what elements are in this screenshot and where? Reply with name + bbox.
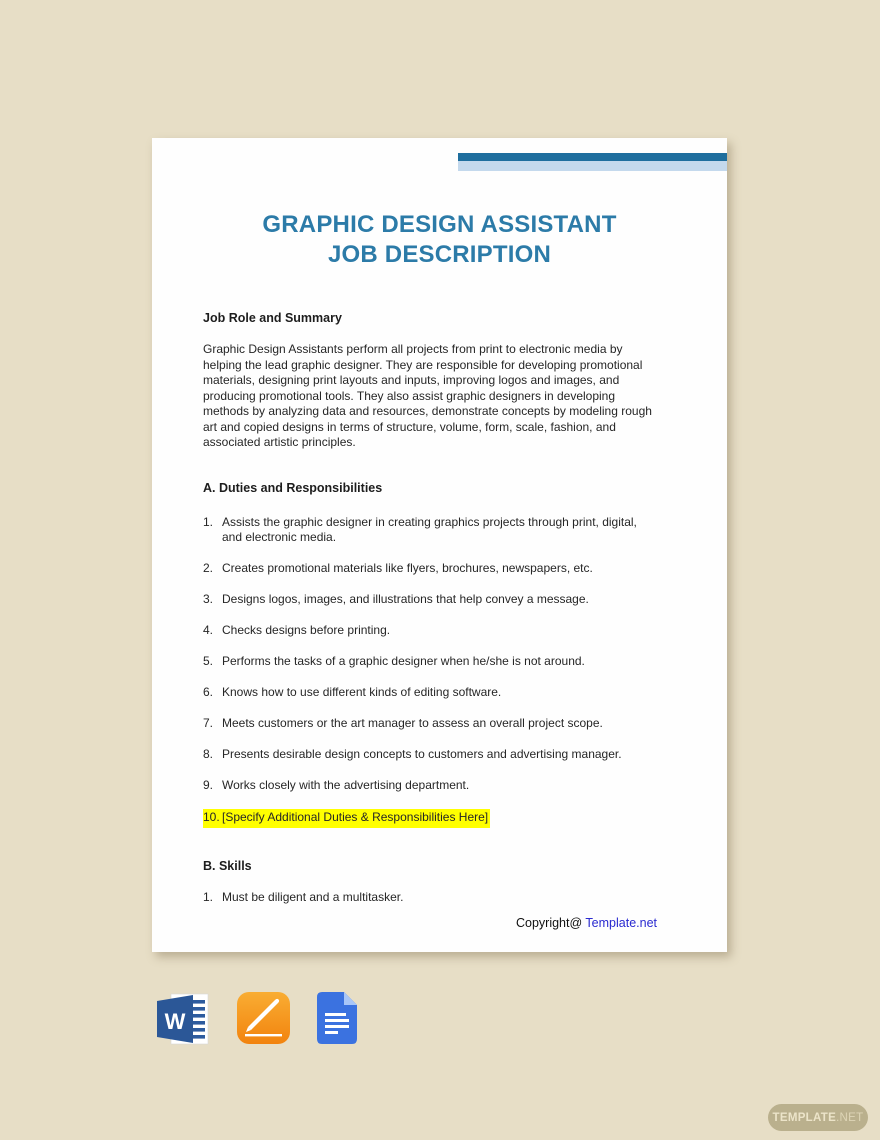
svg-text:W: W — [164, 1009, 186, 1034]
duty-item-number: 8. — [203, 747, 214, 761]
duty-item-number: 4. — [203, 623, 214, 637]
document-page — [152, 138, 727, 952]
duty-item-number: 9. — [203, 778, 214, 792]
duty-item-text: Meets customers or the art manager to assess an overall project scope. — [222, 716, 603, 730]
document-content — [203, 311, 660, 905]
document-title-line2: JOB DESCRIPTION — [327, 241, 552, 268]
header-accent-bars — [458, 153, 727, 171]
copyright-line — [516, 916, 657, 930]
duty-item — [203, 778, 660, 794]
duty-item-number: 5. — [203, 654, 214, 668]
google-docs-icon[interactable] — [315, 992, 359, 1046]
duty-item-number: 2. — [203, 561, 214, 575]
duty-item-highlighted — [203, 809, 660, 828]
copyright-link[interactable]: Template.net — [585, 916, 657, 930]
duty-item-text: Knows how to use different kinds of editing software. — [222, 685, 502, 699]
duties-heading: A. Duties and Responsibilities — [203, 480, 383, 495]
duty-item-text: Works closely with the advertising department. — [222, 778, 470, 792]
duty-item-number: 1. — [203, 514, 214, 529]
duties-list — [203, 515, 660, 794]
accent-bar-light — [458, 161, 727, 171]
word-icon-svg — [152, 992, 212, 1046]
duty-item — [203, 654, 660, 670]
copyright-prefix: Copyright@ — [515, 916, 586, 930]
duty-item-number: 7. — [203, 716, 214, 730]
summary-heading: Job Role and Summary — [203, 311, 342, 325]
highlight-span — [203, 809, 490, 828]
duty-item — [203, 685, 660, 701]
badge-label-rest: .NET — [836, 1111, 864, 1124]
skills-list — [203, 890, 660, 906]
duty-item — [203, 515, 660, 546]
duty-item-text: Presents desirable design concepts to customers and advertising manager. — [222, 747, 622, 761]
duty-item — [203, 592, 660, 608]
template-net-badge[interactable] — [768, 1104, 868, 1131]
duty-item-text: Performs the tasks of a graphic designer when he/she is not around. — [222, 654, 585, 668]
skills-heading: B. Skills — [203, 858, 252, 873]
pages-icon-svg — [237, 992, 290, 1044]
summary-paragraph: Graphic Design Assistants perform all projects from print to electronic media by helping the lead graphic designer. They are responsible for developing promotional materials, designing print layouts and inputs, improving logos and images, and producing promotional tools. They also assist graphic designers in developing methods by analyzing data and resources, demonstrate concepts by modeling rough art and copied designs in terms of structure, volume, form, scale, fashion, and associated artistic principles. — [203, 342, 652, 449]
document-title-line1: GRAPHIC DESIGN ASSISTANT — [262, 211, 617, 238]
duty-item-text: Checks designs before printing. — [222, 623, 391, 637]
duty-item-text: Creates promotional materials like flyers, brochures, newspapers, etc. — [222, 561, 593, 575]
duty-item — [203, 561, 660, 577]
microsoft-word-icon[interactable] — [152, 992, 212, 1046]
duty-item — [203, 747, 660, 763]
duty-item — [203, 623, 660, 639]
skill-item-number: 1. — [203, 889, 214, 904]
duty-item-placeholder-text: [Specify Additional Duties & Responsibilities Here] — [222, 810, 489, 824]
duty-item-text: Assists the graphic designer in creating graphics projects through print, digital, and electronic media. — [222, 514, 637, 544]
skill-item — [203, 890, 660, 906]
badge-label-bold: TEMPLATE — [772, 1111, 837, 1124]
duty-item — [203, 716, 660, 732]
accent-bar-dark — [458, 153, 727, 161]
apple-pages-icon[interactable] — [237, 992, 290, 1046]
docs-icon-svg — [315, 992, 359, 1044]
duty-item-number: 3. — [203, 592, 214, 606]
duty-item-number: 10. — [203, 810, 220, 824]
document-title — [152, 210, 727, 270]
available-format-icons — [152, 992, 384, 1046]
duty-item-number: 6. — [203, 685, 214, 699]
skill-item-text: Must be diligent and a multitasker. — [222, 889, 404, 904]
duty-item-text: Designs logos, images, and illustrations that help convey a message. — [222, 592, 589, 606]
